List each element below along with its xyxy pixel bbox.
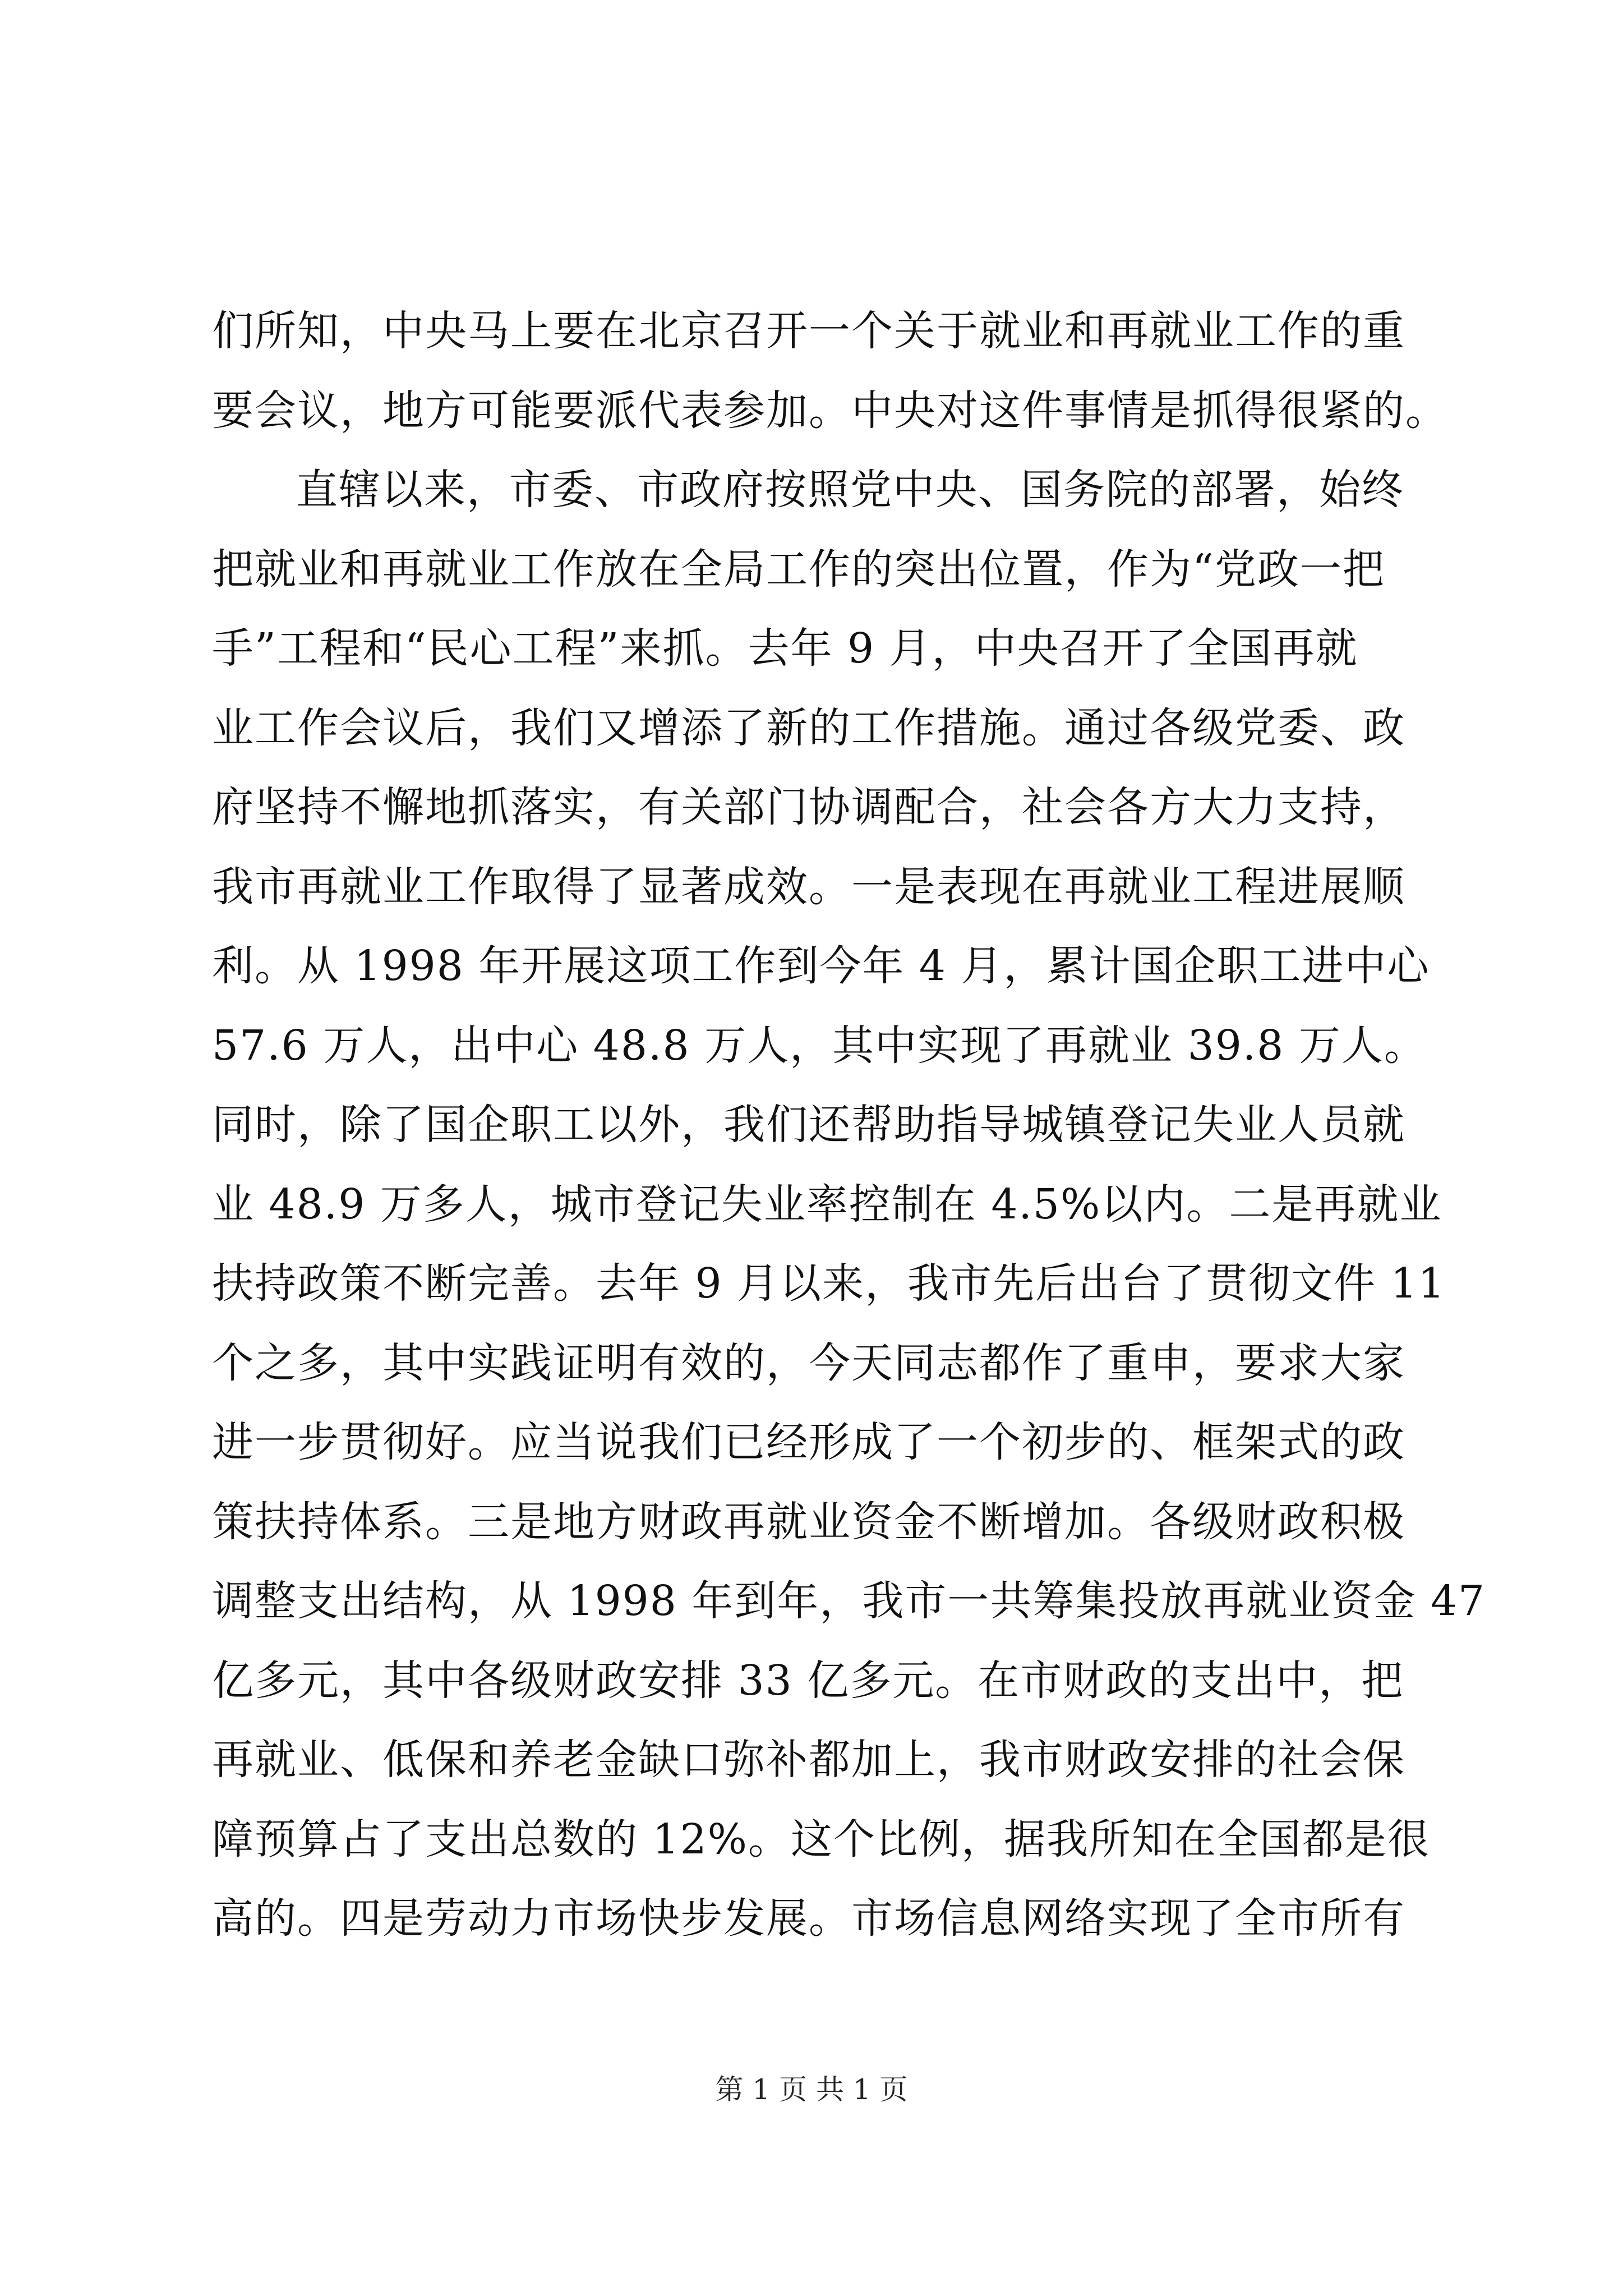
text-line: 策扶持体系。三是地方财政再就业资金不断增加。各级财政积极 xyxy=(212,1497,1405,1546)
text-line: 府坚持不懈地抓落实，有关部门协调配合，社会各方大力支持， xyxy=(212,783,1405,831)
text-line: 要会议，地方可能要派代表参加。中央对这件事情是抓得很紧的。 xyxy=(212,386,1448,435)
text-line: 扶持政策不断完善。去年 9 月以来，我市先后出台了贯彻文件 11 xyxy=(212,1259,1446,1308)
text-line: 亿多元，其中各级财政安排 33 亿多元。在市财政的支出中，把 xyxy=(212,1656,1404,1705)
text-line: 们所知，中央马上要在北京召开一个关于就业和再就业工作的重 xyxy=(212,307,1405,355)
text-line: 业工作会议后，我们又增添了新的工作措施。通过各级党委、政 xyxy=(212,703,1405,752)
body-text xyxy=(212,292,1486,1959)
text-line: 业 48.9 万多人，城市登记失业率控制在 4.5%以内。二是再就业 xyxy=(212,1180,1442,1228)
text-line: 57.6 万人，出中心 48.8 万人，其中实现了再就业 39.8 万人。 xyxy=(212,1021,1427,1070)
text-line: 障预算占了支出总数的 12%。这个比例，据我所知在全国都是很 xyxy=(212,1815,1430,1864)
text-line: 调整支出结构，从 1998 年到年，我市一共筹集投放再就业资金 47 xyxy=(212,1577,1486,1625)
text-line: 手”工程和“民心工程”来抓。去年 9 月，中央召开了全国再就 xyxy=(212,624,1358,673)
text-line: 利。从 1998 年开展这项工作到今年 4 月，累计国企职工进中心 xyxy=(212,942,1430,990)
text-line: 我市再就业工作取得了显著成效。一是表现在再就业工程进展顺 xyxy=(212,862,1405,911)
text-line: 同时，除了国企职工以外，我们还帮助指导城镇登记失业人员就 xyxy=(212,1101,1405,1149)
text-line: 高的。四是劳动力市场快步发展。市场信息网络实现了全市所有 xyxy=(212,1894,1405,1943)
text-line: 直辖以来，市委、市政府按照党中央、国务院的部署，始终 xyxy=(296,466,1404,514)
page-footer: 第 1 页 共 1 页 xyxy=(715,2073,908,2106)
text-line: 个之多，其中实践证明有效的，今天同志都作了重申，要求大家 xyxy=(212,1338,1405,1387)
text-line: 再就业、低保和养老金缺口弥补都加上，我市财政安排的社会保 xyxy=(212,1736,1405,1784)
text-line: 进一步贯彻好。应当说我们已经形成了一个初步的、框架式的政 xyxy=(212,1418,1405,1466)
text-line: 把就业和再就业工作放在全局工作的突出位置，作为“党政一把 xyxy=(212,545,1385,593)
